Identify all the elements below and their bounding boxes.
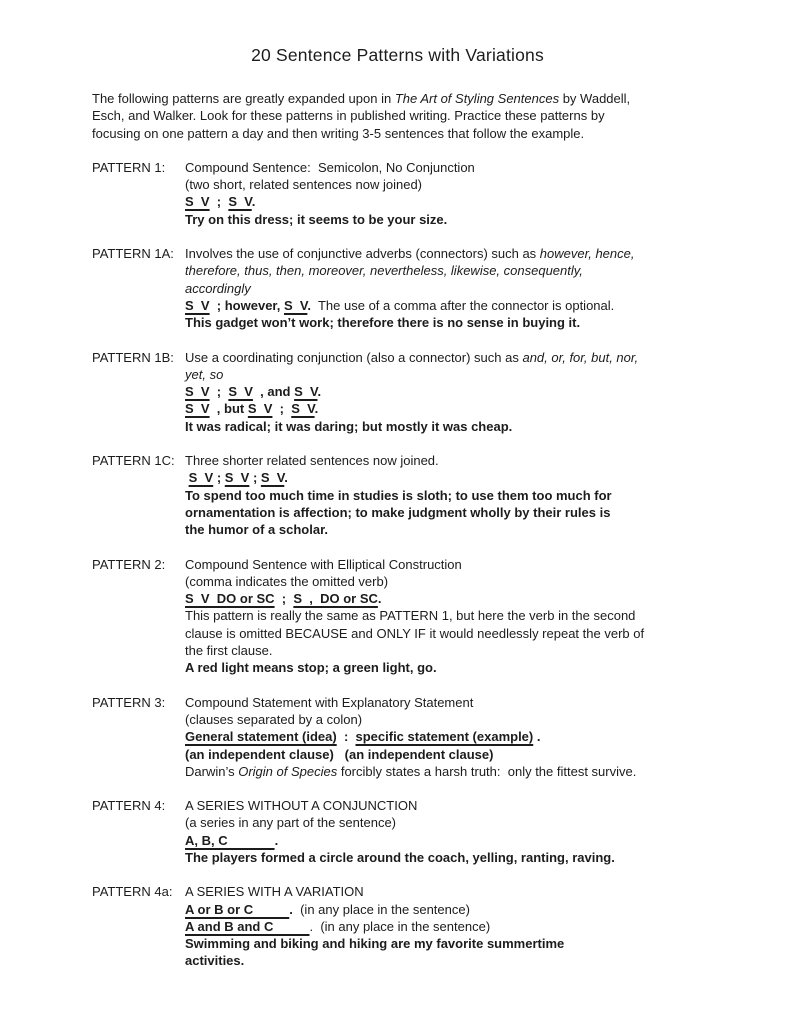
text-run-italic: Origin of Species <box>238 763 338 779</box>
text-run-bold: activities. <box>185 953 245 969</box>
text-run-regular: (clauses separated by a colon) <box>185 711 363 727</box>
pattern-line <box>185 849 703 866</box>
text-run-regular: Darwin’s <box>185 763 239 779</box>
text-run-bold: . <box>377 591 382 607</box>
pattern-line <box>185 159 703 176</box>
text-run-bold-underline: S V <box>284 297 308 313</box>
pattern-block <box>92 556 703 677</box>
text-run-bold: : <box>336 729 356 745</box>
text-run-bold-underline: S V <box>185 194 210 210</box>
text-run-bold: the humor of a scholar. <box>185 522 329 538</box>
text-run-bold: Try on this dress; it seems to be your size. <box>185 211 448 227</box>
text-run-italic: yet, so <box>185 366 224 382</box>
text-run-bold-underline: S V <box>185 384 210 400</box>
text-run-regular: The use of a comma after the connector is optional. <box>311 297 615 313</box>
text-run-regular: by Waddell, <box>559 91 631 106</box>
text-run-bold-underline: A, B, C <box>185 832 275 848</box>
text-run-bold: ; however, <box>209 297 284 313</box>
text-run-bold: ; <box>209 384 229 400</box>
pattern-line <box>185 814 703 831</box>
text-run-bold: A red light means stop; a green light, go. <box>185 660 437 676</box>
text-run-bold-underline: S V <box>228 194 252 210</box>
text-run-italic: therefore, thus, then, moreover, nevertheless, likewise, consequently, <box>185 263 583 279</box>
text-run-bold: ; <box>249 470 261 486</box>
pattern-block <box>92 245 703 331</box>
text-run-regular: (a series in any part of the sentence) <box>185 815 397 831</box>
text-run-bold-underline: S V <box>224 470 250 486</box>
pattern-label: PATTERN 2: <box>92 556 166 572</box>
intro-line <box>92 125 703 142</box>
text-run-bold: This gadget won’t work; therefore there is no sense in buying it. <box>185 315 581 331</box>
pattern-label: PATTERN 4: <box>92 798 166 814</box>
pattern-block <box>92 452 703 538</box>
pattern-line <box>185 297 703 314</box>
text-run-bold: Swimming and biking and hiking are my favorite summertime <box>185 936 565 952</box>
text-run-bold: , and <box>252 384 295 400</box>
text-run-bold: ; <box>213 470 225 486</box>
pattern-line <box>185 607 703 624</box>
pattern-line <box>185 746 703 763</box>
pattern-line <box>185 452 703 469</box>
text-run-bold-underline: S V <box>291 401 315 417</box>
pattern-line <box>185 314 703 331</box>
text-run-regular: (in any place in the sentence) <box>292 901 470 917</box>
text-run-regular: clause is omitted BECAUSE and ONLY IF it would needlessly repeat the verb of <box>185 625 645 641</box>
text-run-bold: ; <box>209 194 229 210</box>
text-run-bold: ; <box>272 401 292 417</box>
text-run-bold: . <box>251 194 256 210</box>
text-run-regular: Use a coordinating conjunction (also a connector) such as <box>185 349 523 365</box>
pattern-line <box>185 918 703 935</box>
text-run-bold: ; <box>274 591 294 607</box>
text-run-bold: . <box>533 729 541 745</box>
text-run-regular: Compound Sentence with Elliptical Construction <box>185 556 462 572</box>
pattern-block <box>92 797 703 866</box>
pattern-line <box>185 418 703 435</box>
text-run-bold: The players formed a circle around the coach, yelling, ranting, raving. <box>185 849 615 865</box>
pattern-label: PATTERN 3: <box>92 694 166 710</box>
intro-paragraph <box>92 90 703 142</box>
text-run-bold-underline: S V <box>185 401 210 417</box>
pattern-line <box>185 280 703 297</box>
pattern-line <box>185 935 703 952</box>
pattern-line <box>185 400 703 417</box>
pattern-content <box>185 797 703 866</box>
pattern-label: PATTERN 1B: <box>92 349 174 365</box>
text-run-bold-underline: A and B and C <box>185 918 310 934</box>
pattern-content <box>185 883 703 969</box>
pattern-line <box>185 694 703 711</box>
text-run-regular: (two short, related sentences now joined) <box>185 177 423 193</box>
pattern-line <box>185 901 703 918</box>
pattern-line <box>185 193 703 210</box>
pattern-line <box>185 211 703 228</box>
text-run-bold-underline: General statement (idea) <box>185 729 337 745</box>
pattern-line <box>185 469 703 486</box>
text-run-bold-underline: S V DO or SC <box>185 591 275 607</box>
pattern-line <box>185 556 703 573</box>
text-run-bold: . <box>289 901 293 917</box>
pattern-line <box>185 262 703 279</box>
pattern-line <box>185 711 703 728</box>
text-run-italic: accordingly <box>185 280 251 296</box>
text-run-bold-underline: S V <box>247 401 273 417</box>
text-run-bold: To spend too much time in studies is sloth; to use them too much for <box>185 487 612 503</box>
text-run-regular: . (in any place in the sentence) <box>309 918 491 934</box>
pattern-line <box>185 521 703 538</box>
text-run-bold: . <box>284 470 288 486</box>
pattern-content <box>185 694 703 780</box>
text-run-bold: . <box>317 384 322 400</box>
text-run-regular: the first clause. <box>185 643 273 659</box>
pattern-line <box>185 797 703 814</box>
text-run-bold: It was radical; it was daring; but mostly it was cheap. <box>185 418 513 434</box>
text-run-regular: A SERIES WITH A VARIATION <box>185 884 364 900</box>
text-run-regular: Compound Statement with Explanatory Statement <box>185 694 474 710</box>
text-run-bold: . <box>274 832 279 848</box>
pattern-line <box>185 176 703 193</box>
text-run-bold-underline: A or B or C <box>185 901 290 917</box>
pattern-line <box>185 487 703 504</box>
text-run-bold: ornamentation is affection; to make judgment wholly by their rules is <box>185 504 611 520</box>
text-run-bold: (an independent clause) (an independent clause) <box>185 746 494 762</box>
text-run-regular: A SERIES WITHOUT A CONJUNCTION <box>185 798 418 814</box>
pattern-line <box>185 245 703 262</box>
text-run-regular: This pattern is really the same as PATTERN 1, but here the verb in the second <box>185 608 636 624</box>
text-run-regular: Esch, and Walker. Look for these patterns in published writing. Practice these patterns by <box>92 108 605 124</box>
text-run-bold-underline: S V <box>188 470 214 486</box>
text-run-bold-underline: S V <box>228 384 253 400</box>
pattern-line <box>185 625 703 642</box>
text-run-regular: focusing on one pattern a day and then writing 3-5 sentences that follow the example. <box>92 125 585 141</box>
pattern-line <box>185 832 703 849</box>
pattern-content <box>185 452 703 538</box>
text-run-bold: . <box>314 401 319 417</box>
pattern-line <box>185 573 703 590</box>
pattern-content <box>185 159 703 228</box>
pattern-line <box>185 883 703 900</box>
text-run-italic: and, or, for, but, nor, <box>522 349 639 365</box>
pattern-line <box>185 728 703 745</box>
text-run-regular: The following patterns are greatly expanded upon in <box>92 91 395 106</box>
pattern-line <box>185 952 703 969</box>
pattern-list <box>92 159 703 970</box>
text-run-bold: . <box>307 297 311 313</box>
text-run-bold-underline: S V <box>185 297 210 313</box>
pattern-line <box>185 349 703 366</box>
pattern-label: PATTERN 4a: <box>92 884 173 900</box>
text-run-italic: however, hence, <box>539 246 635 262</box>
pattern-content <box>185 349 703 435</box>
text-run-bold: , but <box>209 401 248 417</box>
text-run-bold-underline: specific statement (example) <box>355 729 534 745</box>
pattern-line <box>185 659 703 676</box>
text-run-italic: The Art of Styling Sentences <box>394 91 560 106</box>
intro-line <box>92 90 703 107</box>
pattern-block <box>92 694 703 780</box>
pattern-line <box>185 366 703 383</box>
pattern-line <box>185 383 703 400</box>
text-run-regular: Compound Sentence: Semicolon, No Conjunction <box>185 159 475 175</box>
pattern-line <box>185 504 703 521</box>
intro-line <box>92 107 703 124</box>
pattern-line <box>185 590 703 607</box>
pattern-label: PATTERN 1A: <box>92 246 174 262</box>
text-run-regular: (comma indicates the omitted verb) <box>185 573 389 589</box>
pattern-block <box>92 349 703 435</box>
text-run-bold-underline: S V <box>260 470 285 486</box>
pattern-label: PATTERN 1: <box>92 159 166 175</box>
pattern-content <box>185 245 703 331</box>
pattern-label: PATTERN 1C: <box>92 453 175 469</box>
pattern-line <box>185 642 703 659</box>
text-run-bold-underline: S , DO or SC <box>293 591 378 607</box>
pattern-content <box>185 556 703 677</box>
pattern-block <box>92 159 703 228</box>
text-run-regular: Involves the use of conjunctive adverbs (connectors) such as <box>185 246 540 262</box>
pattern-line <box>185 763 703 780</box>
text-run-bold-underline: S V <box>294 384 318 400</box>
pattern-block <box>92 883 703 969</box>
page-title: 20 Sentence Patterns with Variations <box>251 45 544 65</box>
text-run-regular: Three shorter related sentences now joined. <box>185 453 439 469</box>
text-run-regular: forcibly states a harsh truth: only the fittest survive. <box>337 763 637 779</box>
